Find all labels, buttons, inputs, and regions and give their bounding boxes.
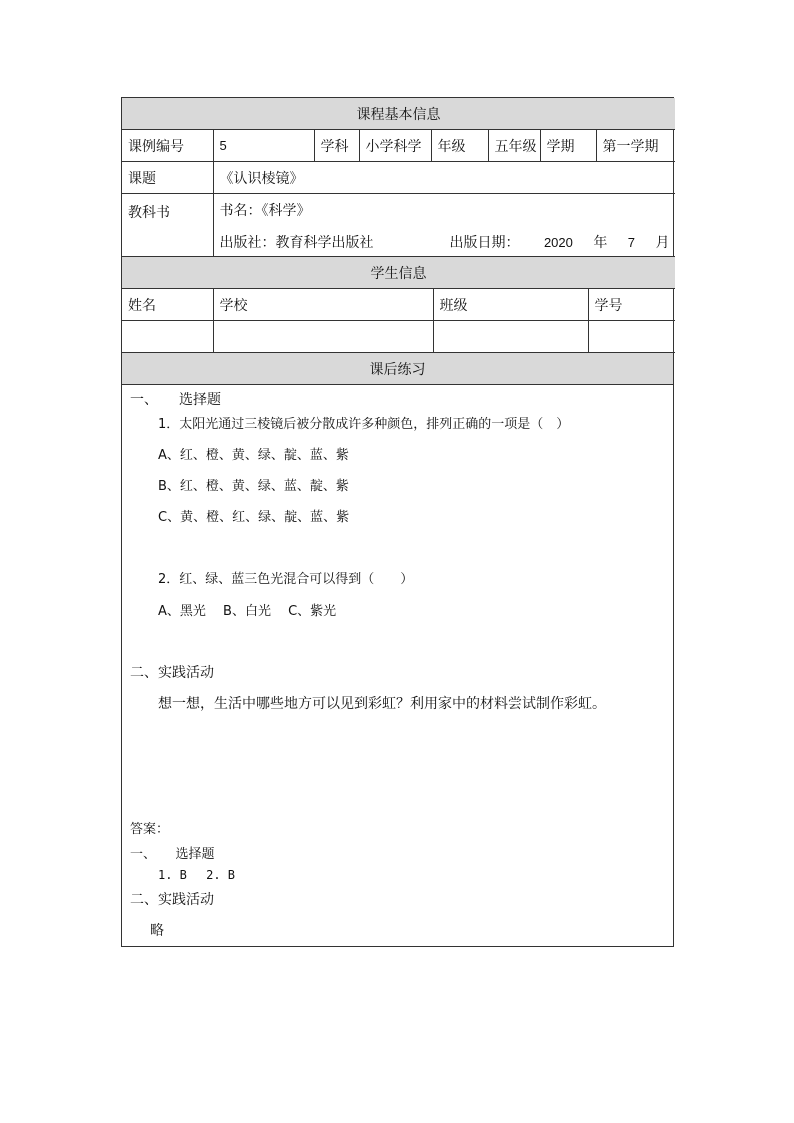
student-info-table xyxy=(122,257,675,353)
school-label: 学校 xyxy=(213,289,433,321)
subject-value: 小学科学 xyxy=(359,130,431,162)
book-name: 书名：《科学》 xyxy=(219,203,311,219)
publish-year: 2020 xyxy=(543,235,573,250)
grade-value: 五年级 xyxy=(488,130,540,162)
course-info-table xyxy=(122,98,675,257)
term-label: 学期 xyxy=(540,130,596,162)
exercise-header-table xyxy=(122,353,673,385)
q2-options: A、黑光 B、白光 C、紫光 xyxy=(158,604,337,619)
topic-value: 《认识棱镜》 xyxy=(213,162,675,194)
month-unit: 月 xyxy=(655,235,670,251)
name-field[interactable] xyxy=(122,321,213,353)
publish-date xyxy=(450,232,672,252)
answer-choices: 1. B 2. B xyxy=(158,868,236,882)
textbook-info xyxy=(213,194,675,257)
publish-date-label: 出版日期： xyxy=(449,235,520,251)
name-label: 姓名 xyxy=(122,289,213,321)
year-unit: 年 xyxy=(593,235,608,251)
publisher: 出版社：教育科学出版社 xyxy=(219,235,374,251)
subject-label: 学科 xyxy=(314,130,359,162)
answer-section1-title: 一、 选择题 xyxy=(130,847,215,862)
student-id-field[interactable] xyxy=(588,321,675,353)
answer-section2-title: 二、实践活动 xyxy=(130,892,214,908)
q1-option-c: C、黄、橙、红、绿、靛、蓝、紫 xyxy=(158,510,350,525)
section2-title: 二、实践活动 xyxy=(130,665,214,681)
lesson-no-label: 课例编号 xyxy=(122,130,213,162)
class-field[interactable] xyxy=(433,321,588,353)
publisher-line xyxy=(220,232,670,252)
textbook-label: 教科书 xyxy=(122,194,213,257)
course-info-header: 课程基本信息 xyxy=(122,98,675,130)
section1-title: 一、 选择题 xyxy=(130,392,221,408)
term-value: 第一学期 xyxy=(596,130,675,162)
topic-label: 课题 xyxy=(122,162,213,194)
q1-option-a: A、红、橙、黄、绿、靛、蓝、紫 xyxy=(158,448,349,463)
exercise-header: 课后练习 xyxy=(122,353,673,385)
answer-activity: 略 xyxy=(150,923,164,939)
question-1: 1．太阳光通过三棱镜后被分散成许多种颜色，排列正确的一项是（ ） xyxy=(158,417,570,432)
activity-text: 想一想，生活中哪些地方可以见到彩虹？利用家中的材料尝试制作彩虹。 xyxy=(158,696,606,712)
answer-label: 答案： xyxy=(130,822,170,837)
student-id-label: 学号 xyxy=(588,289,675,321)
publish-month: 7 xyxy=(627,235,636,250)
class-label: 班级 xyxy=(433,289,588,321)
exercise-body xyxy=(122,385,673,947)
student-info-header: 学生信息 xyxy=(122,257,675,289)
q1-option-b: B、红、橙、黄、绿、蓝、靛、紫 xyxy=(158,479,349,494)
lesson-worksheet xyxy=(121,97,674,947)
lesson-no-value: 5 xyxy=(213,130,314,162)
school-field[interactable] xyxy=(213,321,433,353)
grade-label: 年级 xyxy=(431,130,488,162)
question-2: 2．红、绿、蓝三色光混合可以得到（ ） xyxy=(158,572,414,587)
